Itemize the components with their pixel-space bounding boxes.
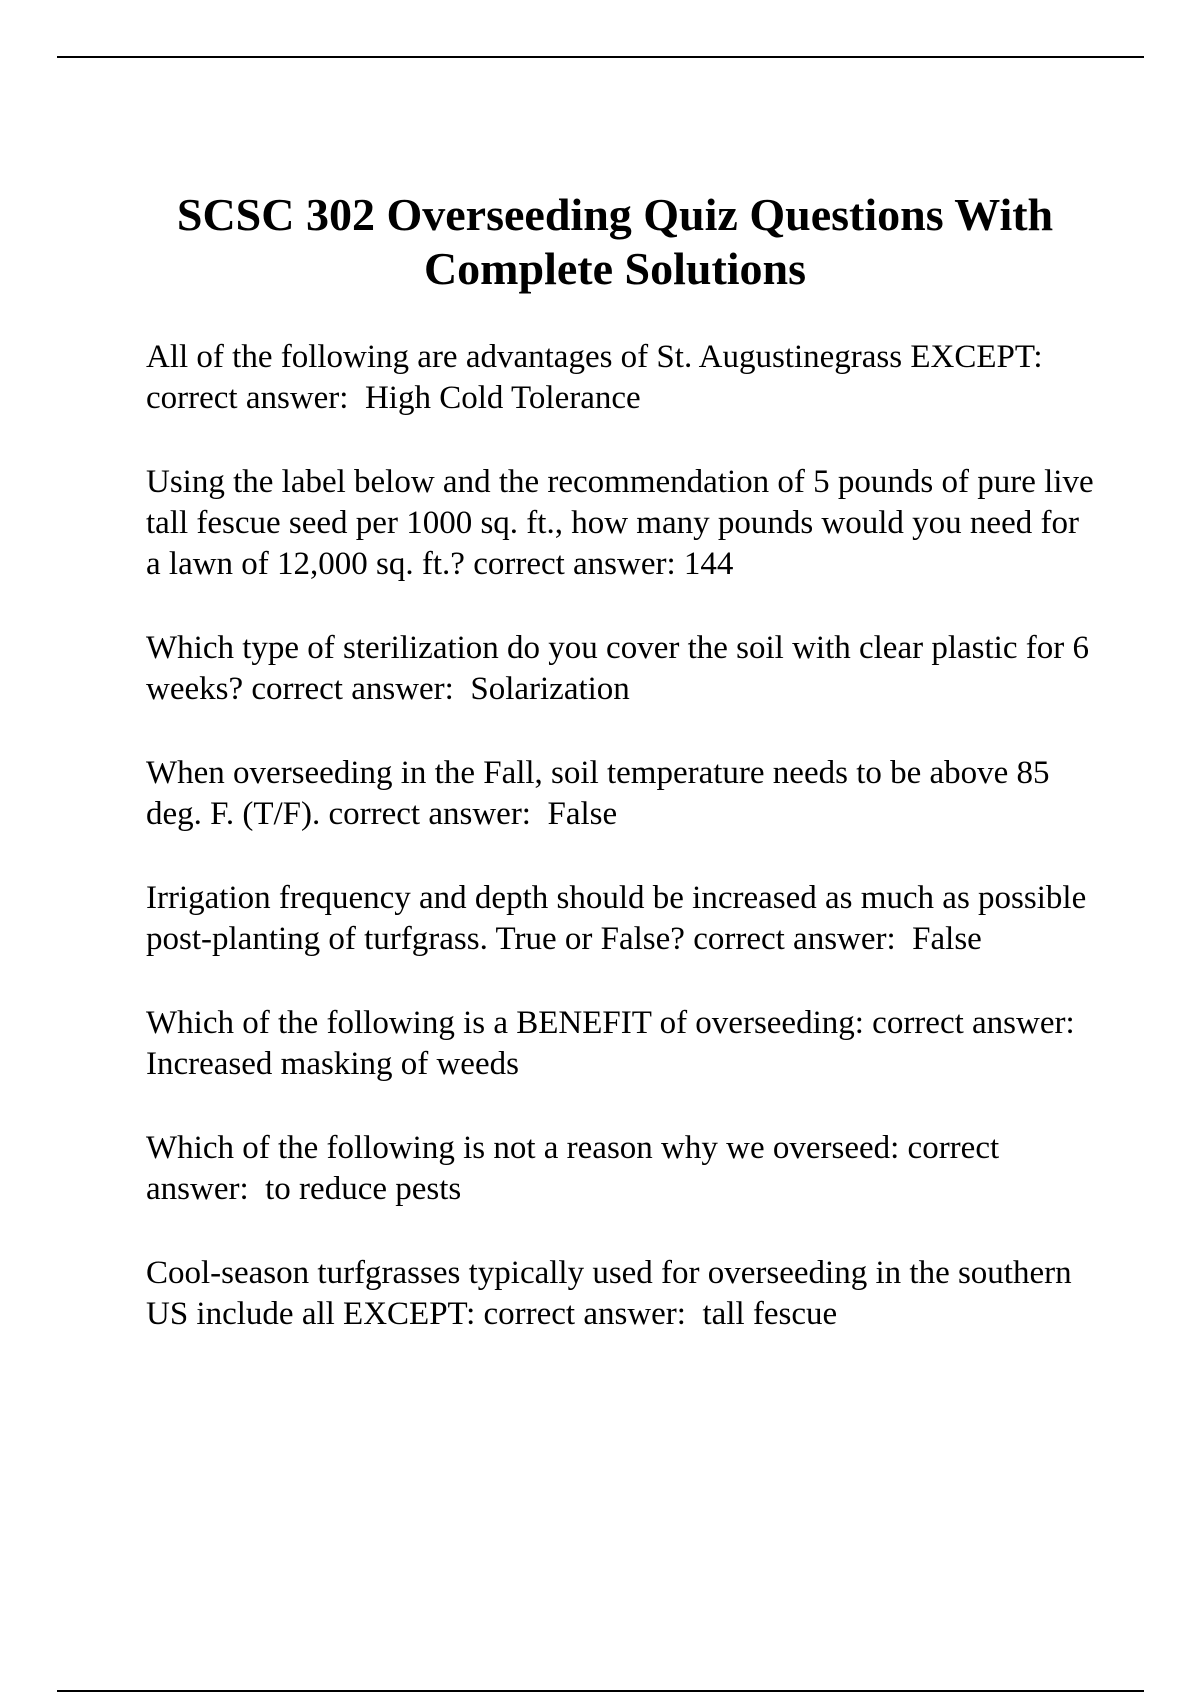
answer-text: False [912,921,982,957]
question-text: Which type of sterilization do you cover the soil with clear plastic for 6 weeks? [146,630,1089,707]
qa-item [146,753,1096,835]
answer-text: Solarization [470,671,630,707]
question-text: All of the following are advantages of St. Augustinegrass EXCEPT: [146,339,1043,375]
question-text: Which of the following is a BENEFIT of overseeding: [146,1005,864,1041]
title-line-2: Complete Solutions [423,243,807,294]
answer-prefix: correct answer: [251,671,454,707]
footer-rule [57,1690,1144,1692]
qa-item [146,1253,1096,1335]
title-line-1: SCSC 302 Overseeding Quiz Questions With [176,189,1054,240]
header-rule [57,56,1144,58]
qa-item [146,878,1096,960]
answer-prefix: correct answer: [146,1130,1000,1207]
answer-prefix: correct answer: [146,380,349,416]
answer-prefix: correct answer: [872,1005,1075,1041]
answer-text: to reduce pests [265,1171,462,1207]
question-text: Which of the following is not a reason why we overseed: [146,1130,900,1166]
question-text: Irrigation frequency and depth should be increased as much as possible post-planting of turfgrass. True or False? [146,880,1087,957]
answer-text: Increased masking of weeds [146,1046,519,1082]
answer-prefix: correct answer: [693,921,896,957]
answer-text: 144 [683,546,734,582]
qa-item [146,628,1096,710]
qa-list [146,337,1096,1378]
qa-item [146,462,1096,585]
qa-item [146,1003,1096,1085]
qa-item [146,337,1096,419]
answer-text: tall fescue [702,1296,838,1332]
answer-prefix: correct answer: [483,1296,686,1332]
answer-prefix: correct answer: [473,546,676,582]
qa-item [146,1128,1096,1210]
answer-text: False [547,796,618,832]
answer-prefix: correct answer: [328,796,531,832]
document-title [100,188,1130,296]
question-text: Using the label below and the recommendation of 5 pounds of pure live tall fescue seed per 1000 sq. ft., how many pounds would you need for a lawn of 12,000 sq. ft.? [146,464,1094,582]
question-text: Cool-season turfgrasses typically used for overseeding in the southern US include all EXCEPT: [146,1255,1072,1332]
answer-text: High Cold Tolerance [364,380,641,416]
question-text: When overseeding in the Fall, soil temperature needs to be above 85 deg. F. (T/F). [146,755,1050,832]
